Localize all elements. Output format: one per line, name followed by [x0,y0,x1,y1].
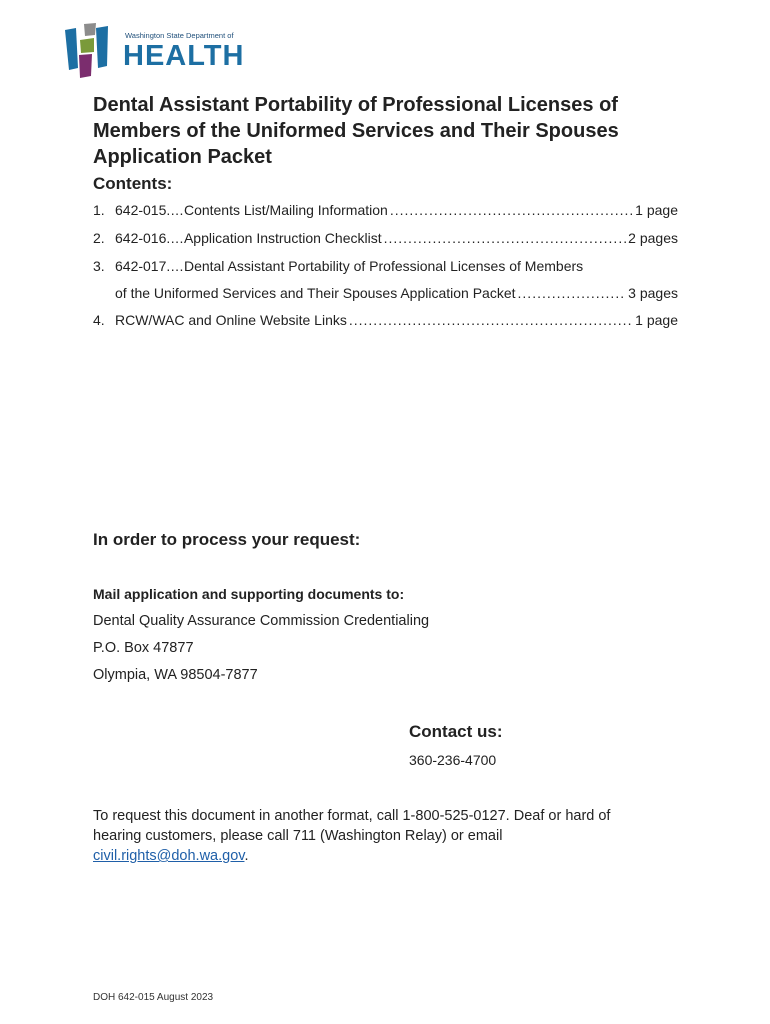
contents-item-3 [93,258,678,278]
form-code: 642-017 [115,258,167,274]
form-footer: DOH 642-015 August 2023 [93,992,214,1003]
notice-text: To request this document in another format, call 1-800-525-0127. Deaf or hard of hearing customers, please call 711 (Washington Relay) or email [93,808,611,844]
item-number: 1. [93,202,105,218]
contents-item-1 [93,202,678,222]
dot-leader [518,285,627,301]
contact-heading: Contact us: [409,722,503,741]
form-code-leader: .... [166,258,184,274]
logo-agency-text: Washington State Department of [125,31,234,40]
item-description: RCW/WAC and Online Website Links [115,312,347,328]
address-line-1: Dental Quality Assurance Commission Credentialing [93,613,430,629]
page-title: Dental Assistant Portability of Professional Licenses of Members of the Uniformed Services and Their Spouses Application Packet [93,94,619,168]
item-description: Dental Assistant Portability of Professional Licenses of Members [183,258,584,274]
item-pages: 1 page [635,202,678,218]
doh-logo [63,22,245,82]
form-code: 642-015 [115,202,167,218]
item-description-continued: of the Uniformed Services and Their Spouses Application Packet [115,285,516,301]
alternate-format-notice: To request this document in another format, call 1-800-525-0127. Deaf or hard of hearing customers, please call 711 (Washington Relay) or email civil.rights@doh.wa.gov. [93,808,611,864]
process-heading: In order to process your request: [93,530,361,549]
item-description: Contents List/Mailing Information [183,202,388,218]
item-number: 4. [93,312,105,328]
dot-leader [390,202,633,218]
address-line-3: Olympia, WA 98504-7877 [93,667,258,683]
contents-item-3-continued [93,285,678,305]
item-description: Application Instruction Checklist [183,230,382,246]
contents-item-2 [93,230,678,250]
form-code-leader: .... [166,202,184,218]
item-number: 2. [93,230,105,246]
contact-phone: 360-236-4700 [409,752,497,768]
form-code-leader: .... [166,230,184,246]
dot-leader [349,312,633,328]
item-pages: 3 pages [628,285,678,301]
address-line-2: P.O. Box 47877 [93,640,194,656]
item-pages: 1 page [635,312,678,328]
dot-leader [384,230,627,246]
email-link[interactable]: civil.rights@doh.wa.gov [93,848,245,864]
item-pages: 2 pages [628,230,678,246]
contents-heading: Contents: [93,174,173,193]
logo-health-text: HEALTH [123,40,245,72]
contents-item-4 [93,312,678,332]
mail-label: Mail application and supporting documents to: [93,586,405,602]
item-number: 3. [93,258,105,274]
form-code: 642-016 [115,230,167,246]
doh-logo-mark-icon [63,22,123,82]
